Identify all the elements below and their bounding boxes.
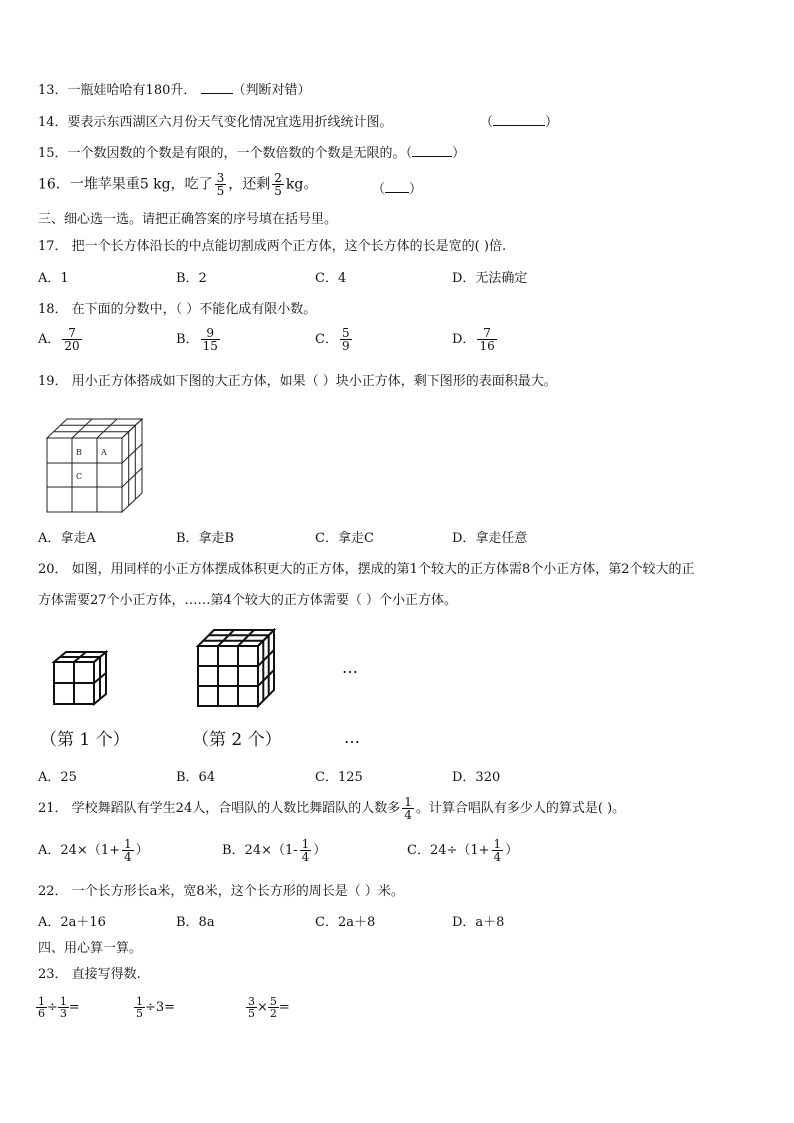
option-c[interactable]: C．125	[315, 770, 363, 785]
question-20-line-1: 20． 如图，用同样的小正方体摆成体积更大的正方体，摆成的第1个较大的正方体需8个小正方体，第2个较大的正	[38, 562, 695, 577]
option-c[interactable]: C． $\frac{5}{9}$	[315, 326, 350, 353]
option-b[interactable]: B．64	[176, 770, 216, 785]
question-22: 22． 一个长方形长a米，宽8米，这个长方形的周长是（ ）米。	[38, 884, 404, 899]
option-b[interactable]: B． $\frac{9}{15}$	[176, 326, 218, 353]
option-b[interactable]: B．2	[176, 271, 207, 286]
caption-figure-2: （第 2 个）	[192, 730, 282, 750]
question-17: 17． 把一个长方体沿长的中点能切割成两个正方体，这个长方体的长是宽的( )倍.	[38, 239, 507, 254]
cube-2x2-figure	[52, 650, 108, 706]
option-a[interactable]: A．1	[38, 271, 69, 286]
answer-blank[interactable]	[412, 156, 452, 157]
question-21: 21． 学校舞蹈队有学生24人，合唱队的人数比舞蹈队的人数多 $\frac{1}{4}$ 。计算合唱队有多少人的算式是( )。	[38, 795, 626, 822]
caption-figure-1: （第 1 个）	[40, 730, 130, 750]
option-b[interactable]: B．拿走B	[176, 531, 235, 546]
cube-label-b: B	[76, 448, 82, 457]
option-b[interactable]: B．24×（1- $\frac{1}{4}$ ）	[222, 837, 327, 864]
expression-1[interactable]: $\frac{1}{6}$ ÷ $\frac{1}{3}$ =	[38, 995, 80, 1020]
option-a[interactable]: A．24×（1+ $\frac{1}{4}$ ）	[38, 837, 149, 864]
option-d[interactable]: D．a＋8	[452, 915, 505, 930]
expression-2[interactable]: $\frac{1}{5}$ ÷3=	[136, 995, 176, 1020]
question-15: 15．一个数因数的个数是有限的，一个数倍数的个数是无限的。（ ）	[38, 146, 466, 161]
option-b[interactable]: B．8a	[176, 915, 215, 930]
fraction: $\frac{1}{4}$	[493, 837, 502, 864]
fraction: $\frac{1}{4}$	[124, 837, 132, 864]
question-23: 23． 直接写得数.	[38, 967, 141, 982]
option-d[interactable]: D．320	[452, 770, 501, 785]
question-13: 13．一瓶娃哈哈有180升． （判断对错）	[38, 83, 311, 98]
option-c[interactable]: C．4	[315, 271, 347, 286]
fraction: $\frac{9}{15}$	[202, 326, 218, 353]
option-a[interactable]: A． $\frac{7}{20}$	[38, 326, 80, 353]
option-d[interactable]: D． $\frac{7}{16}$	[452, 326, 495, 353]
fraction: $\frac{3}{5}$	[216, 171, 225, 198]
answer-parens-14[interactable]: （ ）	[480, 115, 559, 130]
fraction: $\frac{5}{9}$	[341, 326, 350, 353]
fraction: $\frac{2}{5}$	[274, 171, 282, 198]
option-c[interactable]: C．拿走C	[315, 531, 374, 546]
question-16: 16．一堆苹果重5 kg，吃了 $\frac{3}{5}$ ，还剩 $\frac{2}{5}$ kg。	[38, 171, 318, 198]
option-a[interactable]: A．25	[38, 770, 77, 785]
cube-3x3-large-figure	[196, 628, 276, 708]
cube-label-c: C	[76, 472, 83, 481]
fraction: $\frac{7}{20}$	[64, 326, 80, 353]
question-19: 19． 用小正方体搭成如下图的大正方体，如果（ ）块小正方体，剩下图形的表面积最大。	[38, 374, 557, 389]
question-18: 18． 在下面的分数中，（ ）不能化成有限小数。	[38, 302, 317, 317]
option-c[interactable]: C．24÷（1+ $\frac{1}{4}$ ）	[407, 837, 519, 864]
option-a[interactable]: A．2a＋16	[38, 915, 106, 930]
question-14: 14．要表示东西湖区六月份天气变化情况宜选用折线统计图。	[38, 115, 393, 130]
section-4-heading: 四、用心算一算。	[38, 941, 143, 956]
answer-blank[interactable]	[201, 93, 233, 94]
section-3-heading: 三、细心选一选。请把正确答案的序号填在括号里。	[38, 212, 338, 227]
option-d[interactable]: D．拿走任意	[452, 531, 528, 546]
cube-label-a: A	[101, 448, 107, 457]
answer-parens-16[interactable]: （ ）	[372, 182, 423, 197]
option-c[interactable]: C．2a＋8	[315, 915, 376, 930]
fraction: $\frac{7}{16}$	[479, 326, 495, 353]
fraction: $\frac{1}{4}$	[404, 795, 412, 822]
fraction: $\frac{1}{4}$	[301, 837, 310, 864]
question-20-line-2: 方体需要27个小正方体，……第4个较大的正方体需要（ ）个小正方体。	[38, 593, 457, 608]
expression-3[interactable]: $\frac{3}{5}$ × $\frac{5}{2}$ =	[248, 995, 290, 1020]
option-a[interactable]: A．拿走A	[38, 531, 96, 546]
cube-3x3-figure	[46, 418, 148, 514]
option-d[interactable]: D．无法确定	[452, 271, 528, 286]
ellipsis-lower: …	[344, 728, 362, 747]
ellipsis-upper: …	[342, 658, 360, 677]
